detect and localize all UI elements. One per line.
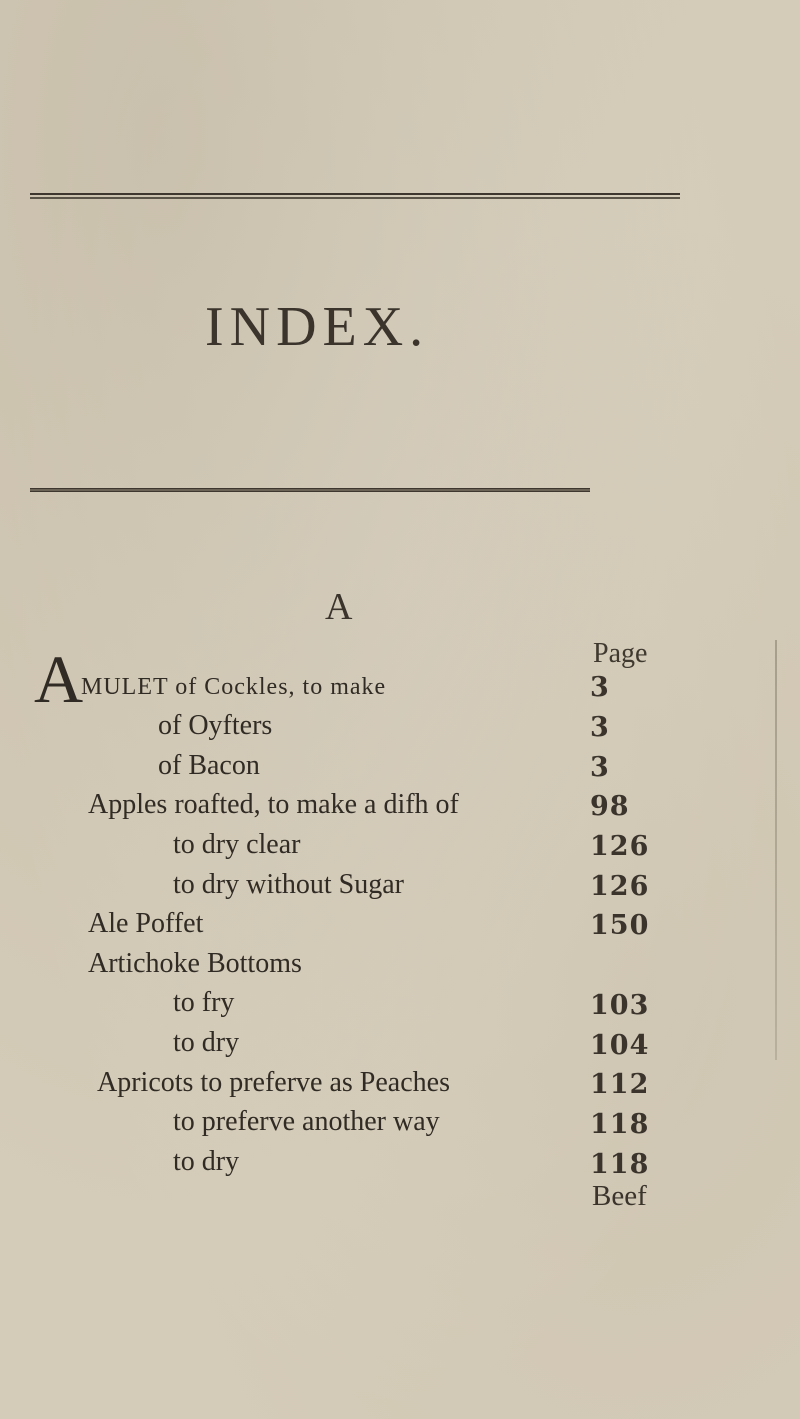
page-column-header: Page: [593, 638, 648, 669]
page-number: 3: [590, 672, 610, 703]
page-number: 98: [590, 791, 630, 822]
index-entry: Apples roafted, to make a difh of: [88, 789, 459, 820]
page-number: 150: [590, 910, 650, 941]
index-entry: of Oyfters: [158, 710, 273, 741]
top-double-rule: [30, 193, 680, 199]
page-number: 126: [590, 831, 650, 862]
catchword: Beef: [592, 1180, 647, 1212]
index-entry: Apricots to preferve as Peaches: [97, 1067, 450, 1098]
index-entry: to preferve another way: [173, 1106, 440, 1137]
index-entry: to dry: [173, 1146, 240, 1177]
page-number: 118: [590, 1149, 650, 1180]
page-number: 126: [590, 871, 650, 902]
index-entry: to dry: [173, 1027, 240, 1058]
page-edge-shadow: [775, 640, 777, 1060]
drop-cap: A: [34, 641, 84, 717]
index-entry: to fry: [173, 987, 235, 1018]
index-entry: Ale Poffet: [88, 908, 204, 939]
section-letter: A: [325, 586, 353, 628]
index-entry: to dry clear: [173, 829, 301, 860]
index-entry: Artichoke Bottoms: [88, 948, 302, 979]
index-entry: [34, 641, 387, 717]
page-number: 104: [590, 1030, 650, 1061]
page-number: 103: [590, 990, 650, 1021]
page-title: INDEX.: [205, 296, 430, 358]
page-number: 118: [590, 1109, 650, 1140]
page-number: 3: [590, 712, 610, 743]
page-number: 3: [590, 752, 610, 783]
ornamental-rule: [30, 488, 590, 492]
page-number: 112: [590, 1069, 650, 1100]
index-entry: to dry without Sugar: [173, 869, 404, 900]
index-entry: of Bacon: [158, 750, 260, 781]
entry-text: MULET of Cockles, to make: [81, 674, 387, 700]
